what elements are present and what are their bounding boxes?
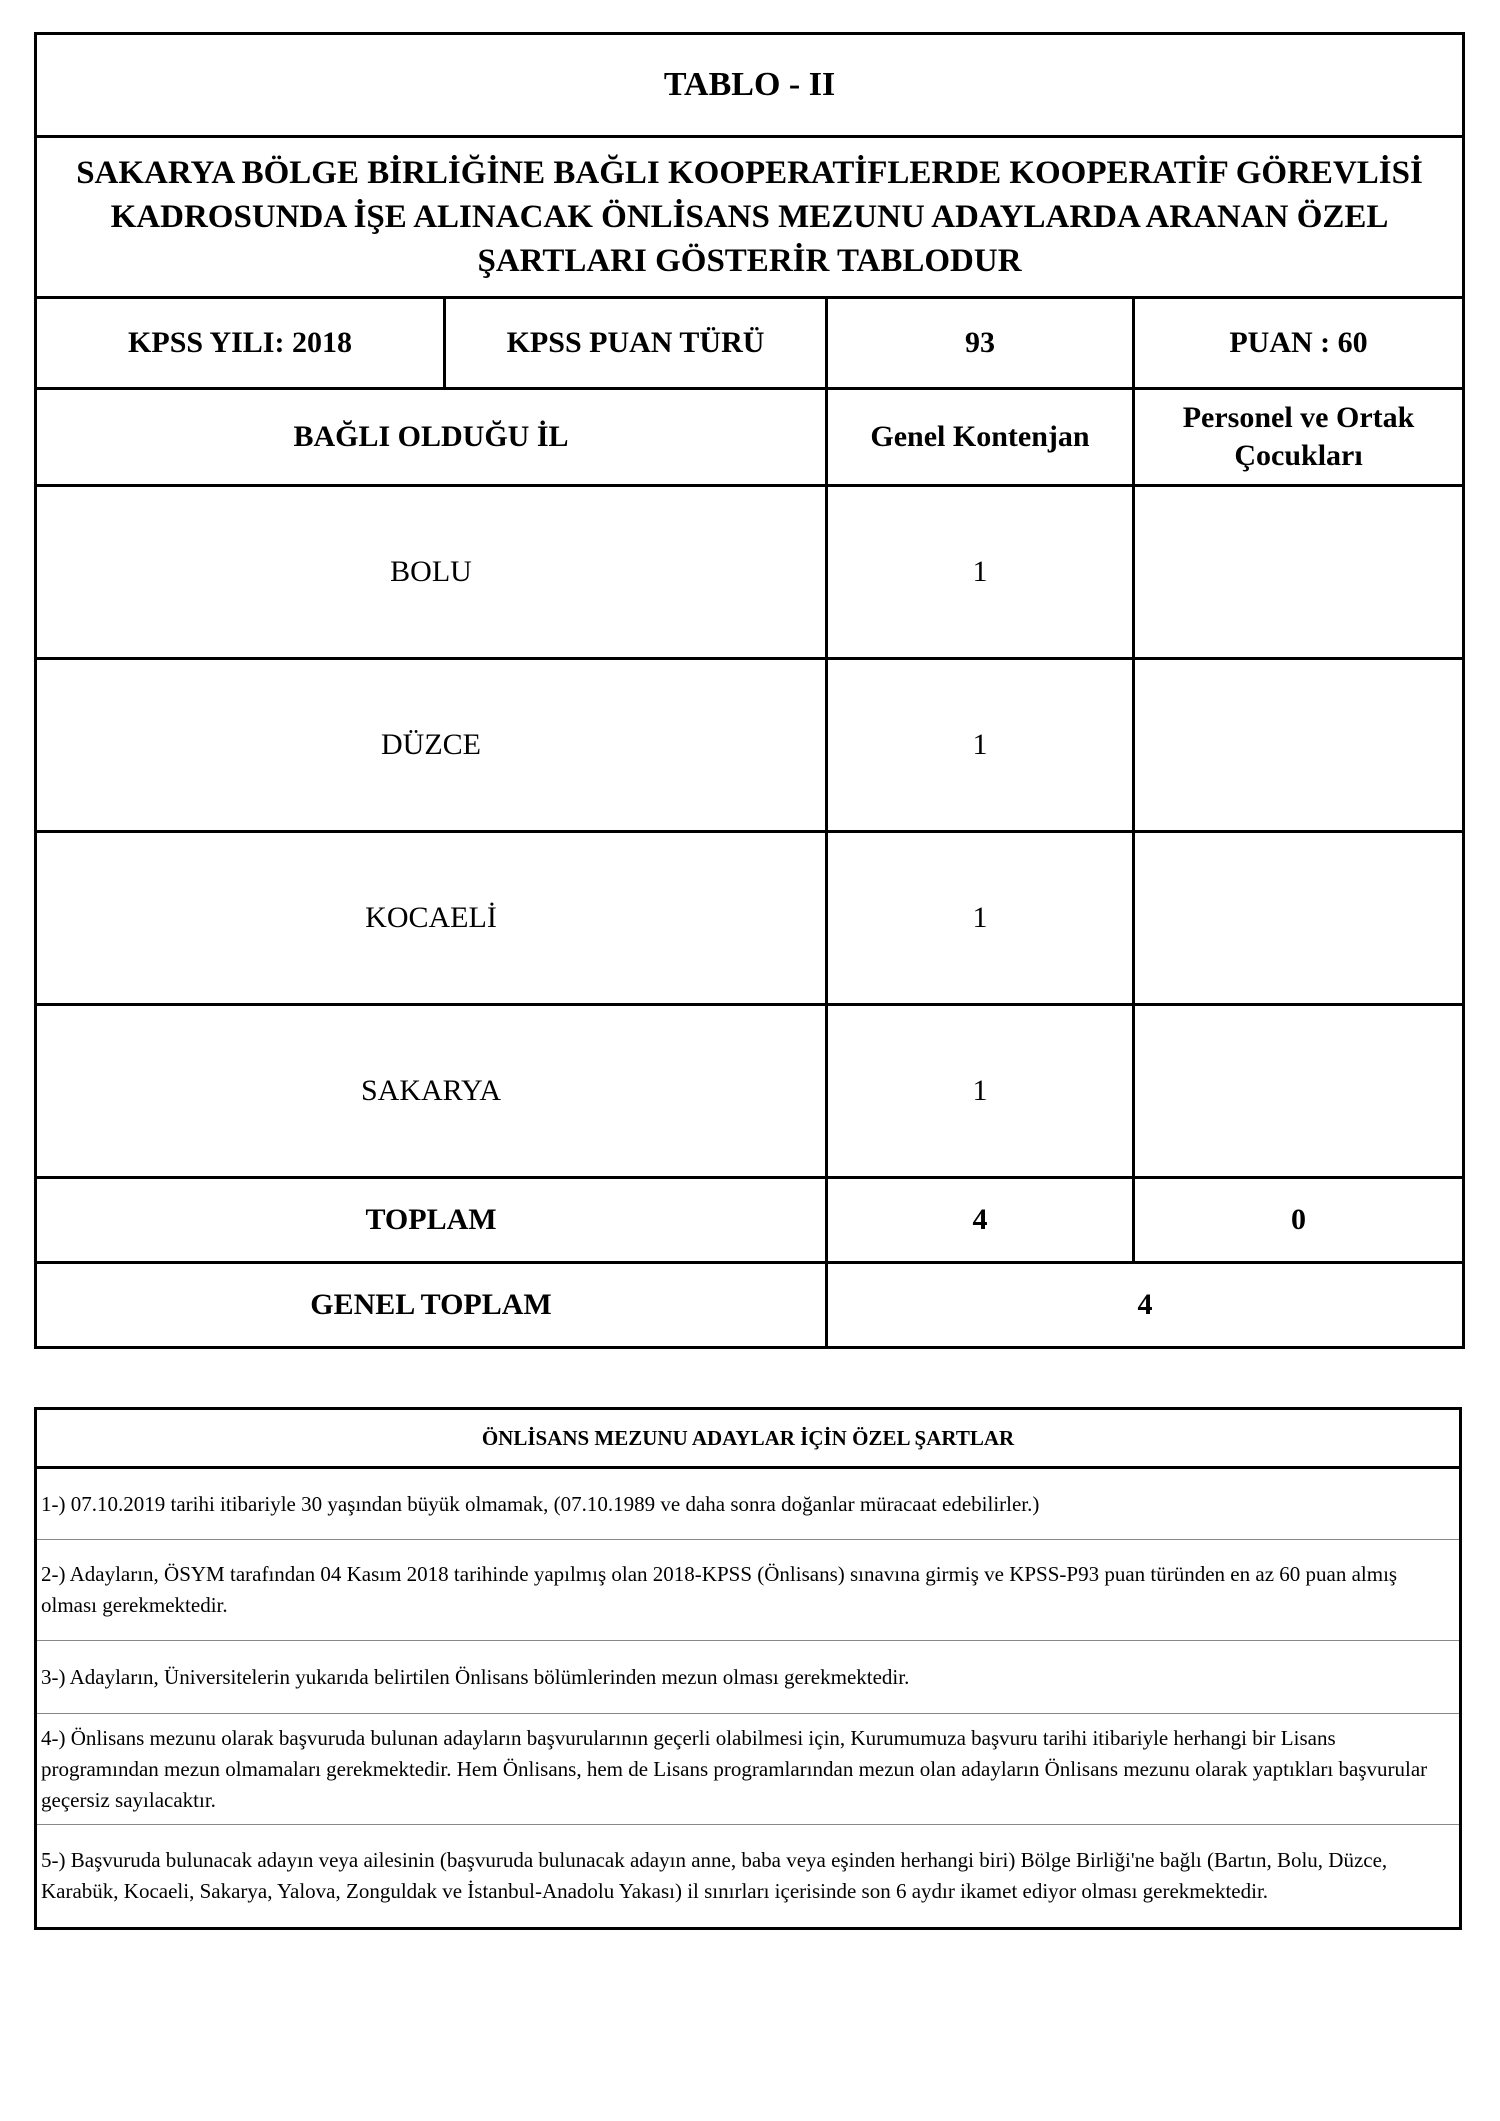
grand-total-row bbox=[36, 1263, 1464, 1348]
grand-total-label: GENEL TOPLAM bbox=[36, 1263, 827, 1348]
criteria-item: 3-) Adayların, Üniversitelerin yukarıda belirtilen Önlisans bölümlerinden mezun olması gerekmektedir. bbox=[36, 1641, 1461, 1714]
table-row bbox=[36, 832, 1464, 1005]
kpss-info-row bbox=[36, 298, 1464, 389]
criteria-table bbox=[34, 1407, 1462, 1930]
cell-personel bbox=[1134, 486, 1464, 659]
column-header-row bbox=[36, 389, 1464, 486]
criteria-item: 2-) Adayların, ÖSYM tarafından 04 Kasım 2018 tarihinde yapılmış olan 2018-KPSS (Önlisans) sınavına girmiş ve KPSS-P93 puan türünden en az 60 puan almış olması gerekmektedir. bbox=[36, 1540, 1461, 1641]
table-row bbox=[36, 659, 1464, 832]
total-row bbox=[36, 1178, 1464, 1263]
table-heading: SAKARYA BÖLGE BİRLİĞİNE BAĞLI KOOPERATİFLERDE KOOPERATİF GÖREVLİSİ KADROSUNDA İŞE ALINACAK ÖNLİSANS MEZUNU ADAYLARDA ARANAN ÖZEL ŞARTLARI GÖSTERİR TABLODUR bbox=[36, 137, 1464, 298]
cell-genel: 1 bbox=[827, 1005, 1134, 1178]
kpss-score: PUAN : 60 bbox=[1134, 298, 1464, 389]
cell-il: DÜZCE bbox=[36, 659, 827, 832]
cell-personel bbox=[1134, 659, 1464, 832]
criteria-item: 1-) 07.10.2019 tarihi itibariyle 30 yaşından büyük olmamak, (07.10.1989 ve daha sonra doğanlar müracaat edebilirler.) bbox=[36, 1468, 1461, 1540]
cell-genel: 1 bbox=[827, 486, 1134, 659]
total-label: TOPLAM bbox=[36, 1178, 827, 1263]
cell-personel bbox=[1134, 832, 1464, 1005]
kpss-score-type: 93 bbox=[827, 298, 1134, 389]
total-personel: 0 bbox=[1134, 1178, 1464, 1263]
kpss-score-type-label: KPSS PUAN TÜRÜ bbox=[445, 298, 827, 389]
column-header-il: BAĞLI OLDUĞU İL bbox=[36, 389, 827, 486]
criteria-item: 5-) Başvuruda bulunacak adayın veya ailesinin (başvuruda bulunacak adayın anne, baba veya eşinden herhangi biri) Bölge Birliği'ne bağlı (Bartın, Bolu, Düzce, Karabük, Kocaeli, Sakarya, Yalova, Zonguldak ve İstanbul-Anadolu Yakası) il sınırları içerisinde son 6 aydır ikamet ediyor olması gerekmektedir. bbox=[36, 1825, 1461, 1929]
total-genel: 4 bbox=[827, 1178, 1134, 1263]
grand-total-value: 4 bbox=[827, 1263, 1464, 1348]
cell-il: BOLU bbox=[36, 486, 827, 659]
criteria-title: ÖNLİSANS MEZUNU ADAYLAR İÇİN ÖZEL ŞARTLAR bbox=[36, 1409, 1461, 1468]
cell-genel: 1 bbox=[827, 832, 1134, 1005]
table-title: TABLO - II bbox=[36, 34, 1464, 137]
cell-il: SAKARYA bbox=[36, 1005, 827, 1178]
column-header-personel: Personel ve Ortak Çocukları bbox=[1134, 389, 1464, 486]
cell-il: KOCAELİ bbox=[36, 832, 827, 1005]
cell-personel bbox=[1134, 1005, 1464, 1178]
kpss-year: KPSS YILI: 2018 bbox=[36, 298, 445, 389]
table-row bbox=[36, 486, 1464, 659]
table-row bbox=[36, 1005, 1464, 1178]
column-header-genel: Genel Kontenjan bbox=[827, 389, 1134, 486]
criteria-item: 4-) Önlisans mezunu olarak başvuruda bulunan adayların başvurularının geçerli olabilmesi için, Kurumumuza başvuru tarihi itibariyle herhangi bir Lisans programından mezun olmamaları gerekmektedir. Hem Önlisans, hem de Lisans programlarından mezun olan adayların Önlisans mezunu olarak yaptıkları başvurular geçersiz sayılacaktır. bbox=[36, 1714, 1461, 1825]
quota-table bbox=[34, 32, 1465, 1349]
cell-genel: 1 bbox=[827, 659, 1134, 832]
